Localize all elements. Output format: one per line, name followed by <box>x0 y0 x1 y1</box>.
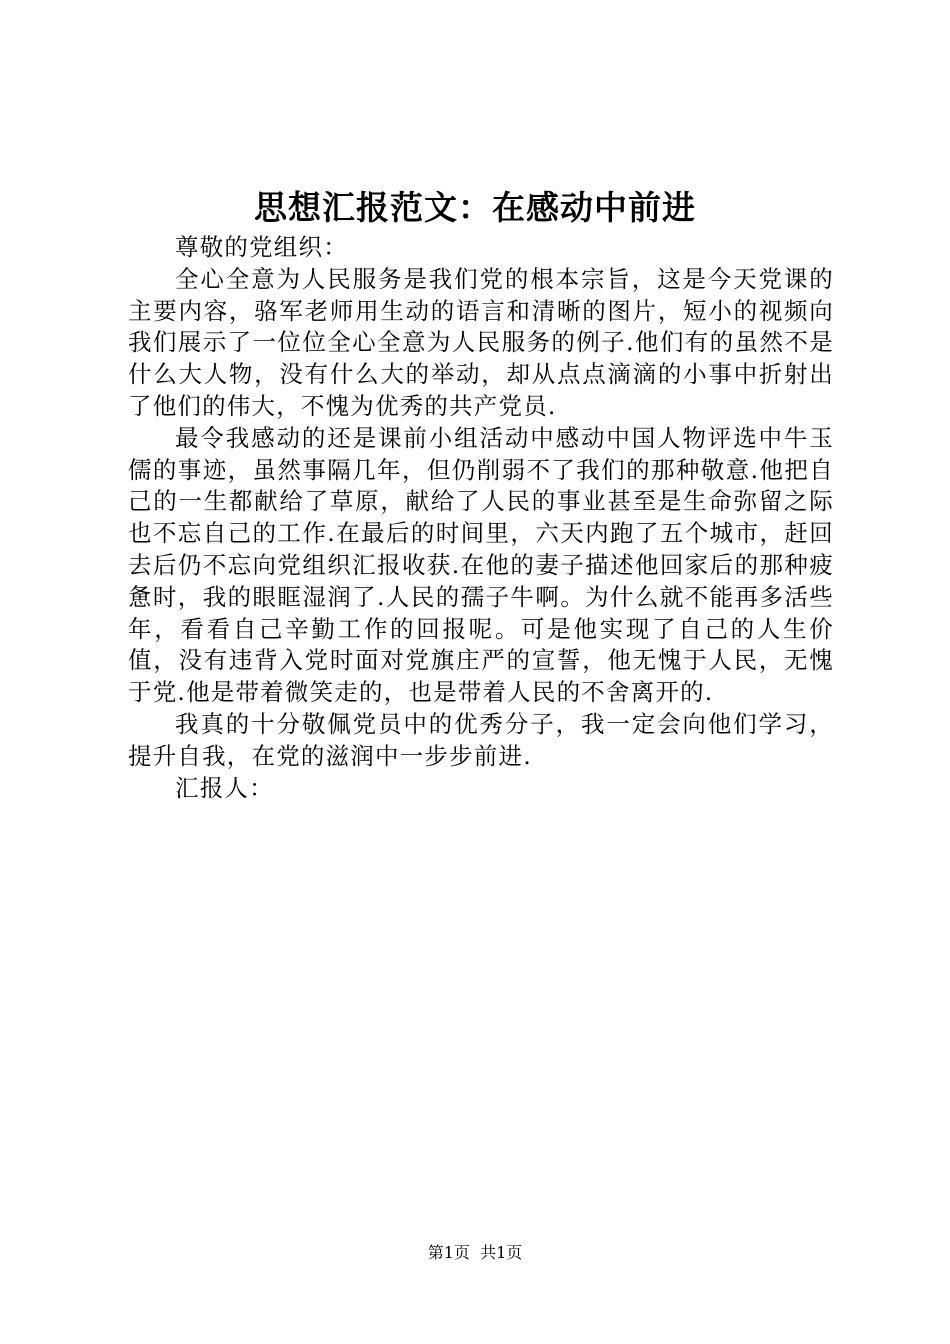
signature-label: 汇报人： <box>175 773 274 802</box>
salutation: 尊敬的党组织： <box>175 233 348 261</box>
paragraph-2: 最令我感动的还是课前小组活动中感动中国人物评选中牛玉儒的事迹，虽然事隔几年，但仍削弱不了我们的那种敬意.他把自己的一生都献给了草原，献给了人民的事业甚至是生命弥留之际也不忘自己的工作.在最后的时间里，六天内跑了五个城市，赶回去后仍不忘向党组织汇报收获.在他的妻子描述他回家后的那种疲惫时，我的眼眶湿润了.人民的孺子牛啊。为什么就不能再多活些年，看看自己辛勤工作的回报呢。可是他实现了自己的人生价值，没有违背入党时面对党旗庄严的宣誓，他无愧于人民，无愧于党.他是带着微笑走的，也是带着人民的不舍离开的. <box>128 423 834 707</box>
document-title: 思想汇报范文：在感动中前进 <box>254 188 696 227</box>
page-footer <box>0 1242 950 1264</box>
page-number: 第1页 <box>427 1243 470 1262</box>
paragraph-1: 全心全意为人民服务是我们党的根本宗旨，这是今天党课的主要内容，骆军老师用生动的语言和清晰的图片，短小的视频向我们展示了一位位全心全意为人民服务的例子.他们有的虽然不是什么大人物，没有什么大的举动，却从点点滴滴的小事中折射出了他们的伟大，不愧为优秀的共产党员. <box>128 264 834 420</box>
footer-separator <box>470 1243 480 1262</box>
page-total: 共1页 <box>480 1243 523 1262</box>
paragraph-3: 我真的十分敬佩党员中的优秀分子，我一定会向他们学习，提升自我，在党的滋润中一步步前进. <box>128 709 834 770</box>
document-body <box>128 232 834 804</box>
